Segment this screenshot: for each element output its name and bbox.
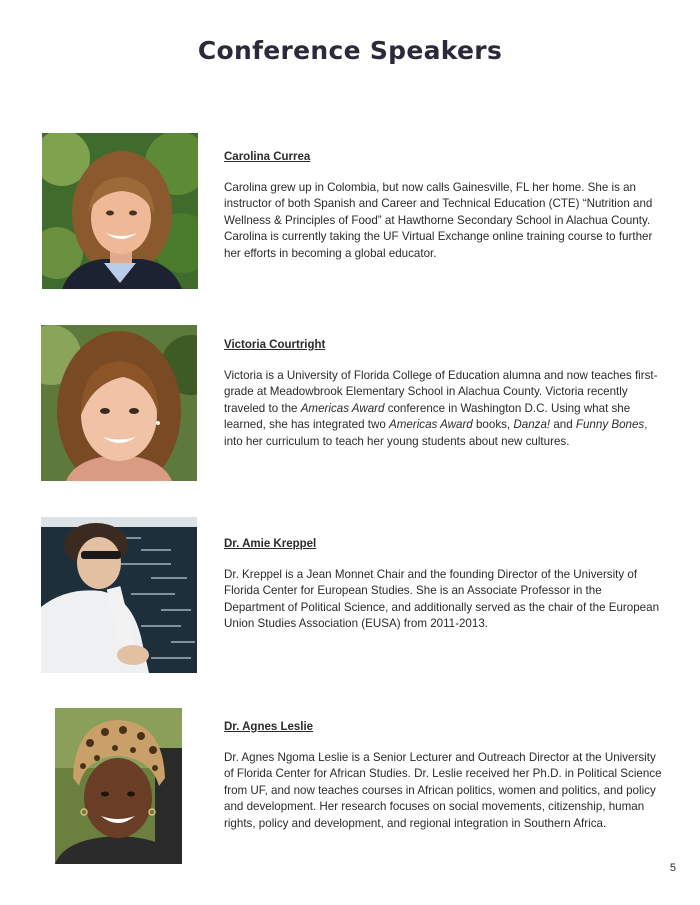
speaker-description: Dr. Agnes Ngoma Leslie is a Senior Lecturer and Outreach Director at the University of Florida Center for African Studies. Dr. Leslie received her Ph.D. in Political Science from UF, and now teaches courses in African politics, women and politics, and policy and development. Her research focuses on social movements, citizenship, human rights, policy and development, and regional integration in Southern Africa. xyxy=(224,751,662,830)
speaker-bio-agnes-leslie xyxy=(224,720,664,832)
speaker-photo-agnes-leslie xyxy=(55,708,182,864)
speaker-photo-victoria-courtright xyxy=(41,325,197,481)
page-title: Conference Speakers xyxy=(197,36,503,65)
speaker-name: Carolina Currea xyxy=(224,151,311,163)
speaker-bio-victoria-courtright xyxy=(224,338,664,450)
speaker-photo-amie-kreppel xyxy=(41,517,197,673)
page-number: 5 xyxy=(669,862,676,874)
speaker-description: Dr. Kreppel is a Jean Monnet Chair and the founding Director of the University of Florida Center for European Studies. She is an Associate Professor in the Department of Political Science, and additionally served as the chair of the European Union Studies Association (EUSA) from 2011-2013. xyxy=(224,568,660,631)
speaker-bio-amie-kreppel xyxy=(224,537,664,633)
speaker-description: Carolina grew up in Colombia, but now calls Gainesville, FL her home. She is an instructor of both Spanish and Career and Technical Education (CTE) “Nutrition and Wellness & Principles of Food” at Hawthorne Secondary School in Alachua County. Carolina is currently taking the UF Virtual Exchange online training course to further her efforts in becoming a global educator. xyxy=(224,181,653,260)
speaker-name: Victoria Courtright xyxy=(224,339,326,351)
speaker-photo-carolina-currea xyxy=(42,133,198,289)
speaker-name: Dr. Amie Kreppel xyxy=(224,538,317,550)
speaker-description: Victoria is a University of Florida College of Education alumna and now teaches first-grade at Meadowbrook Elementary School in Alachua County. Victoria recently traveled to the Americas Award conference in Washington D.C. Using what she learned, she has integrated two Americas Award books, Danza! and Funny Bones, into her curriculum to teach her young students about new cultures. xyxy=(224,369,658,448)
speaker-name: Dr. Agnes Leslie xyxy=(224,721,314,733)
speaker-bio-carolina-currea xyxy=(224,150,664,262)
